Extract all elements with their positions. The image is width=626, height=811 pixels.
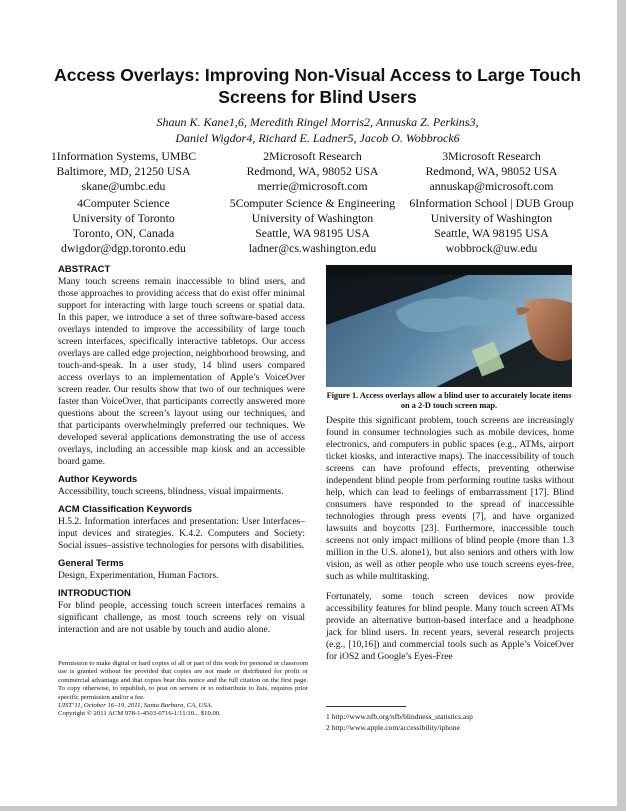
page-edge-bottom <box>0 806 626 811</box>
footnote-rule <box>326 706 406 707</box>
affiliation-6-unit: University of Washington <box>430 211 553 225</box>
left-column <box>58 264 305 636</box>
affiliation-6-org: 6Information School | DUB Group <box>409 196 574 210</box>
affiliation-2 <box>225 149 400 194</box>
introduction-text: For blind people, accessing touch screen interfaces remains a significant challenge, as most touch screens rely on visual interaction and are not usable by touch and audio alone. <box>58 601 305 635</box>
footnote-1: 1 http://www.nfb.org/nfb/blindness_statistics.asp <box>326 712 473 721</box>
affiliation-4-email: dwigdor@dgp.toronto.edu <box>61 241 186 255</box>
affiliation-5 <box>225 196 400 256</box>
figure-1-photo <box>326 265 572 387</box>
affiliation-4 <box>36 196 211 256</box>
affiliation-5-unit: University of Washington <box>251 211 374 225</box>
affiliation-4-org: 4Computer Science <box>77 196 170 210</box>
affiliation-2-city: Redmond, WA, 98052 USA <box>246 164 379 178</box>
keywords-text: Accessibility, touch screens, blindness, visual impairments. <box>58 487 284 497</box>
affiliation-4-city: Toronto, ON, Canada <box>72 226 175 240</box>
affiliation-6-email: wobbrock@uw.edu <box>445 241 538 255</box>
general-terms-heading: General Terms <box>58 558 124 569</box>
intro-paragraph-2: Fortunately, some touch screen devices now provide accessibility features for blind people. Many touch screen ATMs provide an alternative button-based interface and a headphone jack for blind users. In recent years, several research projects (e.g., [10,16]) and commercial tools such as Apple’s VoiceOver for iOS2 and Google’s Eyes-Free <box>326 592 574 662</box>
affiliation-3-email: annuskap@microsoft.com <box>429 179 554 193</box>
permission-notice <box>58 660 308 719</box>
affiliation-4-unit: University of Toronto <box>72 211 175 225</box>
paper-title: Access Overlays: Improving Non-Visual Access to Large Touch Screens for Blind Users <box>54 65 581 107</box>
author-list <box>40 114 595 146</box>
figure-1-caption: Figure 1. Access overlays allow a blind user to accurately locate items on a 2-D touch screen map. <box>326 391 572 410</box>
affiliation-5-org: 5Computer Science & Engineering <box>229 196 396 210</box>
affiliation-1 <box>36 149 211 194</box>
affiliation-2-email: merrie@microsoft.com <box>257 179 368 193</box>
abstract-text: Many touch screens remain inaccessible to blind users, and those approaches to providing access that do exist offer minimal support for interacting with large touch screens or spatial data. In this paper, we introduce a set of three software-based access overlays intended to improve the accessibility of large touch screen interfaces, specifically interactive tabletops. Our access overlays are called edge projection, neighborhood browsing, and touch-and-speak. In a user study, 14 blind users compared access overlays to an implementation of Apple’s VoiceOver screen reader. Our results show that two of our techniques were faster than VoiceOver, that participants correctly answered more questions about the screen’s layout using our techniques, and that participants overwhelmingly preferred our techniques. We developed several applications demonstrating the use of access overlays, including an accessible map kiosk and an accessible board game. <box>58 277 305 467</box>
venue-line: UIST’11, October 16–19, 2011, Santa Barbara, CA, USA. <box>58 702 213 710</box>
affiliation-3 <box>404 149 579 194</box>
affiliation-1-email: skane@umbc.edu <box>81 179 166 193</box>
page-edge-right <box>617 0 626 811</box>
author-line-2: Daniel Wigdor4, Richard E. Ladner5, Jacob O. Wobbrock6 <box>175 131 460 145</box>
acm-text: H.5.2. Information interfaces and presentation: User Interfaces–input devices and strategies. K.4.2. Computers and Society: Social issues–assistive technologies for persons with disabilities. <box>58 517 305 551</box>
affiliation-6 <box>404 196 579 256</box>
footnote-2: 2 http://www.apple.com/accessibility/iphone <box>326 723 460 732</box>
right-column <box>326 415 574 663</box>
abstract-heading: ABSTRACT <box>58 264 111 275</box>
affiliation-6-city: Seattle, WA 98195 USA <box>434 226 549 240</box>
introduction-heading: INTRODUCTION <box>58 588 131 599</box>
affiliation-1-city: Baltimore, MD, 21250 USA <box>56 164 191 178</box>
affiliation-3-org: 3Microsoft Research <box>442 149 541 163</box>
affiliation-3-city: Redmond, WA, 98052 USA <box>425 164 558 178</box>
acm-heading: ACM Classification Keywords <box>58 504 193 515</box>
author-line-1: Shaun K. Kane1,6, Meredith Ringel Morris2, Annuska Z. Perkins3, <box>156 115 479 129</box>
permission-text: Permission to make digital or hard copies of all or part of this work for personal or classroom use is granted without fee provided that copies are not made or distributed for profit or commercial advantage and that copies bear this notice and the full citation on the first page. To copy otherwise, to republish, to post on servers or to redistribute to lists, requires prior specific permission and/or a fee. <box>58 660 308 701</box>
copyright-line: Copyright © 2011 ACM 978-1-4503-0716-1/11/10... $10.00. <box>58 710 221 718</box>
affiliation-2-org: 2Microsoft Research <box>263 149 362 163</box>
general-terms-text: Design, Experimentation, Human Factors. <box>58 571 219 581</box>
intro-paragraph-1: Despite this significant problem, touch screens are increasingly found in consumer technologies such as mobile devices, home electronics, and computers in public spaces (e.g., ATMs, airport ticket kiosks, and interactive maps). The inaccessibility of touch screens can have profound effects, preventing otherwise independent blind people from performing routine tasks without help, which can lead to feelings of embarrassment [17]. Blind consumers have responded to the spread of inaccessible technologies through press events [7], and have organized lawsuits and boycotts [23]. Furthermore, inaccessible touch screens not only impact millions of blind people (more than 1.3 million in the U.S. alone1), but also seniors and others with low vision, as well as other people who use touch screens eyes-free, such as while multitasking. <box>326 416 574 582</box>
affiliation-1-org: 1Information Systems, UMBC <box>50 149 197 163</box>
keywords-heading: Author Keywords <box>58 474 138 485</box>
tabletop-photo <box>326 265 572 387</box>
affiliation-5-city: Seattle, WA 98195 USA <box>255 226 370 240</box>
affiliation-5-email: ladner@cs.washington.edu <box>248 241 377 255</box>
